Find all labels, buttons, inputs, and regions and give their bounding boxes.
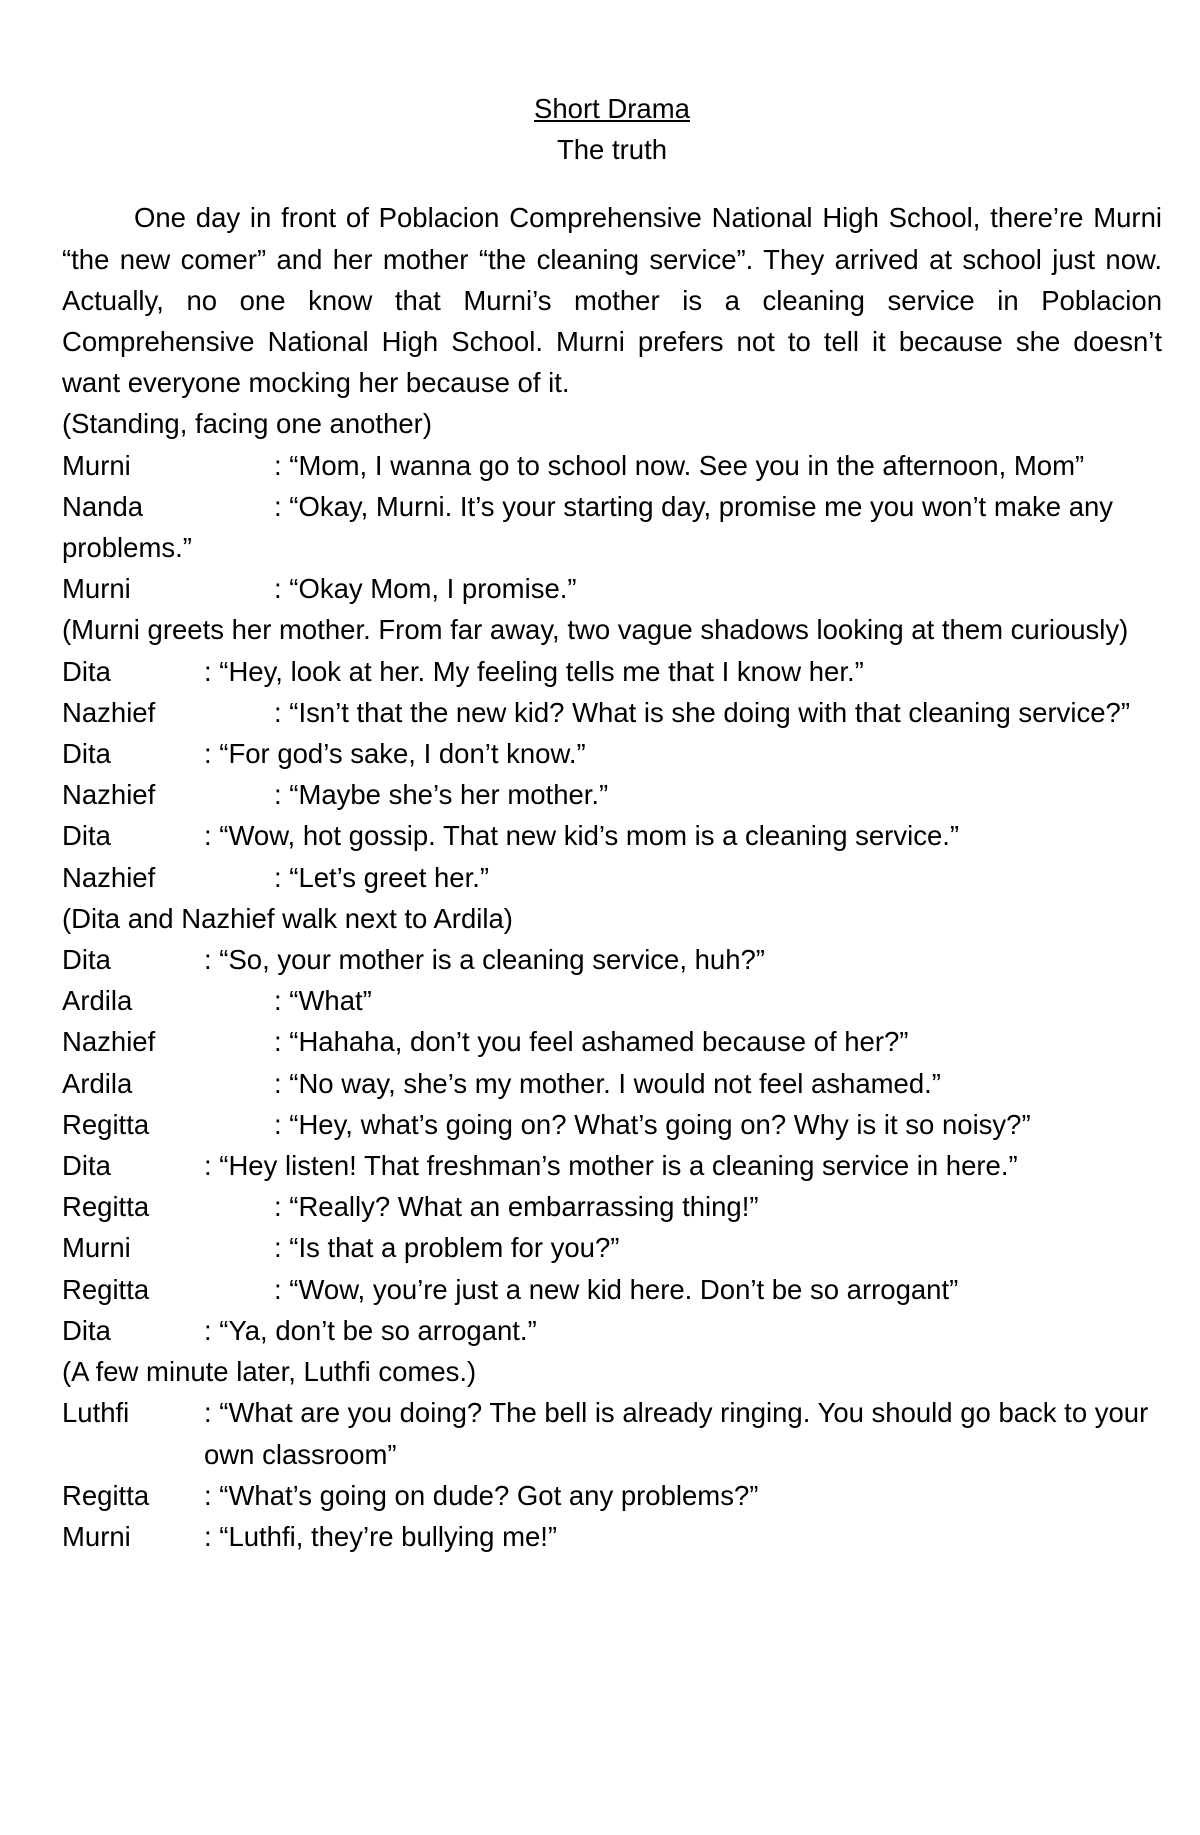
dialogue-line (62, 733, 1162, 774)
dialogue-line (62, 486, 1162, 568)
document-subtitle: The truth (556, 134, 668, 166)
dialogue-line (62, 445, 1162, 486)
speaker-name: Regitta (62, 1479, 150, 1511)
dialogue-line (62, 980, 1162, 1021)
dialogue-line (62, 774, 1162, 815)
stage-direction: (Dita and Nazhief walk next to Ardila) (62, 902, 513, 934)
speaker-name: Nazhief (62, 1026, 156, 1058)
speaker-name: Luthfi (62, 1397, 130, 1429)
dialogue-text: : “Okay, Murni. It’s your starting day, promise me you won’t make any problems.” (62, 490, 1114, 564)
dialogue-line (62, 1392, 1162, 1474)
intro-paragraph: One day in front of Poblacion Comprehensive National High School, there’re Murni “the new comer” and her mother “the cleaning service”. They arrived at school just now. Actually, no one know that Murni’s mother is a cleaning service in Poblacion Comprehensive National High School. Murni prefers not to tell it because she doesn’t want everyone mocking her because of it. (62, 202, 1162, 399)
dialogue-line (62, 651, 1162, 692)
speaker-name: Dita (62, 1314, 111, 1346)
dialogue-line (62, 1227, 1162, 1268)
dialogue-line (62, 1021, 1162, 1062)
speaker-name: Murni (62, 1520, 131, 1552)
dialogue-text: : “Hey, what’s going on? What’s going on? Why is it so noisy?” (274, 1108, 1031, 1140)
dialogue-text: : “Luthfi, they’re bullying me!” (204, 1520, 558, 1552)
dialogue-text: : “Mom, I wanna go to school now. See you in the afternoon, Mom” (274, 449, 1085, 481)
dialogue-text: : “Let’s greet her.” (274, 861, 490, 893)
dialogue-text: : “Maybe she’s her mother.” (274, 779, 609, 811)
speaker-name: Dita (62, 1150, 111, 1182)
speaker-name: Dita (62, 655, 111, 687)
stage-direction: (Murni greets her mother. From far away, two vague shadows looking at them curiously) (62, 614, 1129, 646)
speaker-name: Nazhief (62, 779, 156, 811)
dialogue-line (62, 1269, 1162, 1310)
dialogue-text: : “What’s going on dude? Got any problems?” (204, 1479, 759, 1511)
dialogue-text: : “Is that a problem for you?” (274, 1232, 620, 1264)
speaker-name: Dita (62, 738, 111, 770)
dialogue-line (62, 1310, 1162, 1351)
dialogue-line (62, 857, 1162, 898)
script-body (62, 403, 1162, 1557)
stage-direction: (A few minute later, Luthfi comes.) (62, 1356, 477, 1388)
speaker-name: Ardila (62, 985, 133, 1017)
document-title: Short Drama (534, 93, 690, 124)
dialogue-text: : “What are you doing? The bell is already ringing. You should go back to your own classroom” (204, 1397, 1149, 1470)
dialogue-text: : “Hey, look at her. My feeling tells me that I know her.” (204, 655, 864, 687)
dialogue-line (62, 1104, 1162, 1145)
speaker-name: Dita (62, 820, 111, 852)
speaker-name: Dita (62, 944, 111, 976)
dialogue-text: : “For god’s sake, I don’t know.” (204, 738, 586, 770)
dialogue-text: : “Wow, hot gossip. That new kid’s mom is a cleaning service.” (204, 820, 960, 852)
speaker-name: Murni (62, 573, 131, 605)
speaker-name: Regitta (62, 1108, 150, 1140)
speaker-name: Murni (62, 1232, 131, 1264)
dialogue-text: : “Okay Mom, I promise.” (274, 573, 577, 605)
dialogue-text: : “So, your mother is a cleaning service, huh?” (204, 944, 765, 976)
speaker-name: Nazhief (62, 861, 156, 893)
stage-direction: (Standing, facing one another) (62, 408, 432, 440)
dialogue-line (62, 1145, 1162, 1186)
speaker-name: Murni (62, 449, 131, 481)
dialogue-line (62, 1475, 1162, 1516)
dialogue-text: : “Hahaha, don’t you feel ashamed because of her?” (274, 1026, 909, 1058)
dialogue-text: : “No way, she’s my mother. I would not feel ashamed.” (274, 1067, 941, 1099)
dialogue-line (62, 1186, 1162, 1227)
dialogue-line (62, 1516, 1162, 1557)
dialogue-text: : “Wow, you’re just a new kid here. Don’t be so arrogant” (274, 1273, 959, 1305)
dialogue-text: : “Hey listen! That freshman’s mother is a cleaning service in here.” (204, 1150, 1018, 1182)
dialogue-line (62, 939, 1162, 980)
dialogue-text: : “Really? What an embarrassing thing!” (274, 1191, 759, 1223)
speaker-name: Regitta (62, 1273, 150, 1305)
document-page (62, 88, 1162, 1557)
dialogue-text: : “Ya, don’t be so arrogant.” (204, 1314, 537, 1346)
dialogue-line (62, 692, 1162, 733)
dialogue-line (62, 815, 1162, 856)
speaker-name: Nazhief (62, 696, 156, 728)
speaker-name: Ardila (62, 1067, 133, 1099)
dialogue-text: : “What” (274, 985, 372, 1017)
speaker-name: Nanda (62, 490, 144, 522)
dialogue-text: : “Isn’t that the new kid? What is she doing with that cleaning service?” (274, 696, 1130, 728)
speaker-name: Regitta (62, 1191, 150, 1223)
dialogue-line (62, 1063, 1162, 1104)
dialogue-line (62, 568, 1162, 609)
